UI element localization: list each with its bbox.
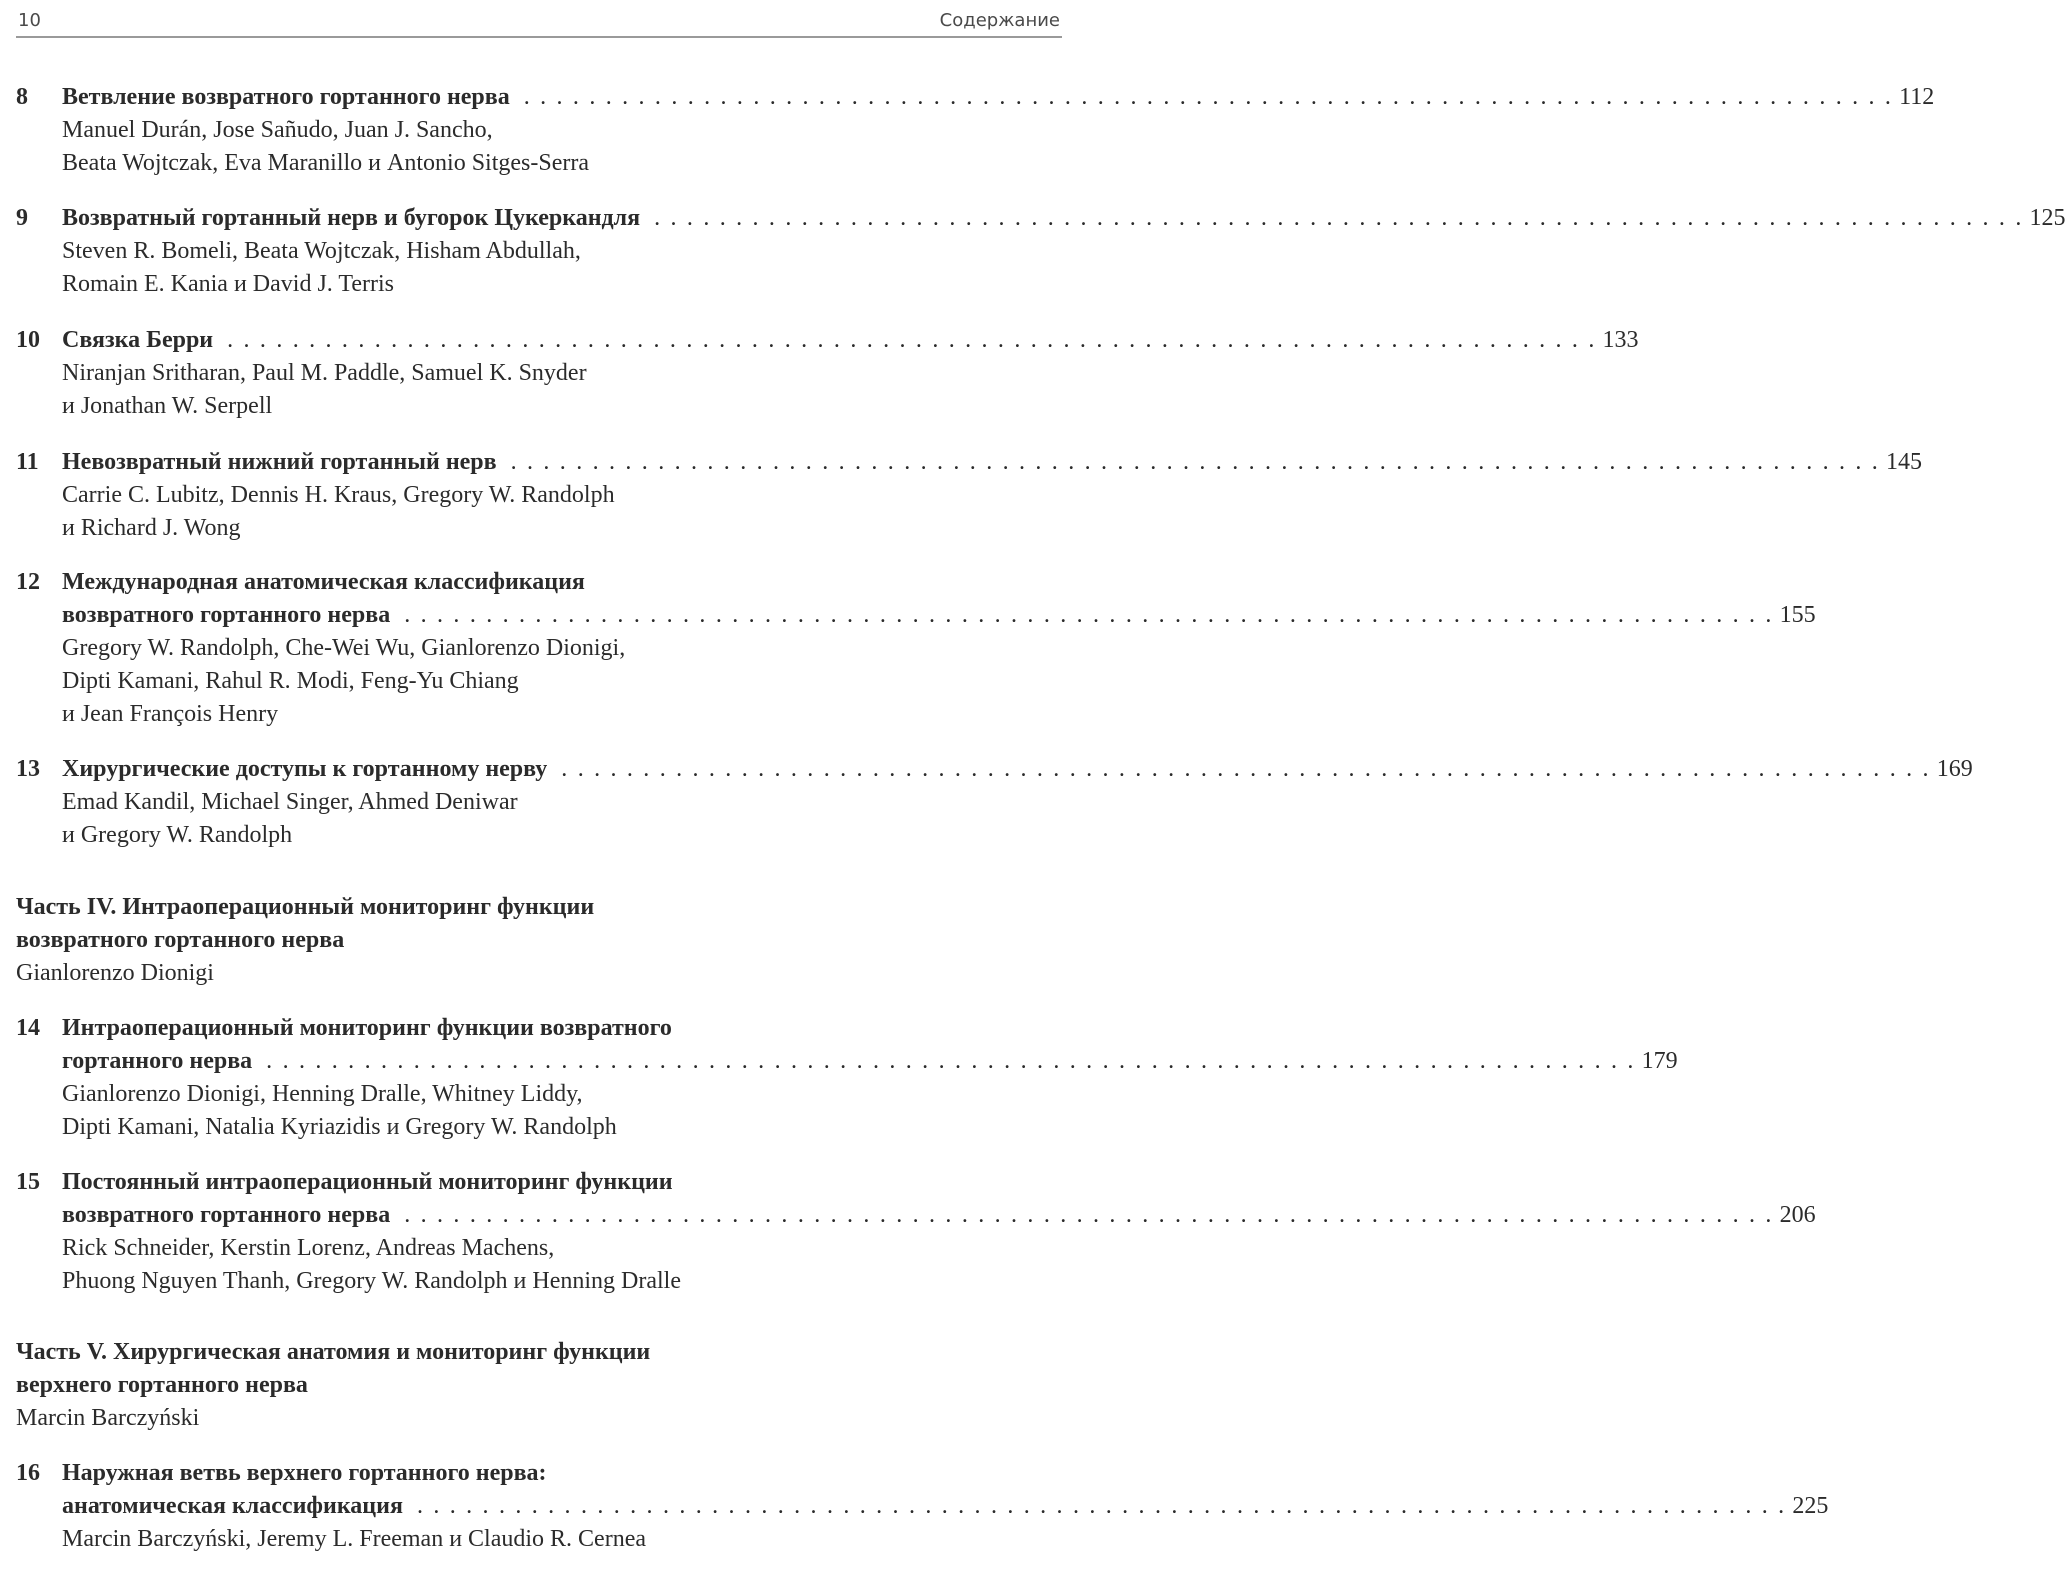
dot-leader: . . . . . . . . . . . . . . . . . . . . . . . . . . . . . . . . . . . . . . . . . . . . . . . . . . . . . . . . . . . . . . . . . . . . . . . . . . . . . . . . . . . .	[266, 1048, 1636, 1074]
chapter-number: 14	[16, 1015, 40, 1041]
part-title: Часть IV. Интраоперационный мониторинг функции	[16, 894, 595, 920]
dot-leader: . . . . . . . . . . . . . . . . . . . . . . . . . . . . . . . . . . . . . . . . . . . . . . . . . . . . . . . . . . . . . . . . . . . . . . . . . . . . . . . . . . . .	[523, 84, 1894, 110]
chapter-number: 10	[16, 327, 40, 353]
chapter-title: Наружная ветвь верхнего гортанного нерва:	[62, 1460, 547, 1486]
chapter-authors: Rick Schneider, Kerstin Lorenz, Andreas Machens,	[62, 1235, 555, 1261]
chapter-authors: Phuong Nguyen Thanh, Gregory W. Randolph и Henning Dralle	[62, 1268, 681, 1294]
chapter-authors: Niranjan Sritharan, Paul M. Paddle, Samuel K. Snyder	[62, 360, 587, 386]
page-ref[interactable]: 179	[1641, 1048, 1678, 1074]
chapter-number: 15	[16, 1169, 40, 1195]
chapter-title: возвратного гортанного нерва	[62, 1202, 391, 1228]
chapter-title-line[interactable]	[62, 202, 2066, 235]
chapter-authors: Manuel Durán, Jose Sañudo, Juan J. Sancho,	[62, 117, 493, 143]
chapter-number: 8	[16, 84, 28, 110]
chapter-title-line[interactable]	[62, 81, 1935, 114]
chapter-title: Возвратный гортанный нерв и бугорок Цукеркандля	[62, 205, 641, 231]
dot-leader: . . . . . . . . . . . . . . . . . . . . . . . . . . . . . . . . . . . . . . . . . . . . . . . . . . . . . . . . . . . . . . . . . . . . . . . . . . . . . . . . . . . .	[404, 602, 1774, 628]
chapter-title: Невозвратный нижний гортанный нерв	[62, 449, 497, 475]
chapter-authors: Romain E. Kania и David J. Terris	[62, 271, 394, 297]
chapter-title: Постоянный интраоперационный мониторинг функции	[62, 1169, 673, 1195]
chapter-title: Ветвление возвратного гортанного нерва	[62, 84, 510, 110]
part-editor: Gianlorenzo Dionigi	[16, 960, 214, 986]
section-title: Содержание	[939, 10, 1060, 31]
chapter-title: Международная анатомическая классификация	[62, 569, 585, 595]
page-ref[interactable]: 155	[1779, 602, 1816, 628]
chapter-authors: и Gregory W. Randolph	[62, 822, 293, 848]
chapter-title: Интраоперационный мониторинг функции возвратного	[62, 1015, 672, 1041]
chapter-title-line[interactable]	[62, 1045, 1678, 1078]
chapter-title-line[interactable]	[62, 1457, 832, 1490]
chapter-title-line[interactable]	[62, 566, 832, 599]
page-ref[interactable]: 112	[1899, 84, 1935, 110]
chapter-title: гортанного нерва	[62, 1048, 253, 1074]
page-ref[interactable]: 225	[1792, 1493, 1829, 1519]
chapter-title-line[interactable]	[62, 1012, 832, 1045]
chapter-number: 11	[16, 449, 39, 475]
chapter-title-line[interactable]	[62, 1199, 1816, 1232]
chapter-number: 13	[16, 756, 40, 782]
chapter-number: 12	[16, 569, 40, 595]
dot-leader: . . . . . . . . . . . . . . . . . . . . . . . . . . . . . . . . . . . . . . . . . . . . . . . . . . . . . . . . . . . . . . . . . . . . . . . . . . . . . . . . . . . .	[654, 205, 2024, 231]
dot-leader: . . . . . . . . . . . . . . . . . . . . . . . . . . . . . . . . . . . . . . . . . . . . . . . . . . . . . . . . . . . . . . . . . . . . . . . . . . . . . . . . . . . .	[227, 327, 1597, 353]
chapter-authors: Marcin Barczyński, Jeremy L. Freeman и Claudio R. Cernea	[62, 1526, 647, 1552]
chapter-number: 9	[16, 205, 28, 231]
dot-leader: . . . . . . . . . . . . . . . . . . . . . . . . . . . . . . . . . . . . . . . . . . . . . . . . . . . . . . . . . . . . . . . . . . . . . . . . . . . . . . . . . . . .	[510, 449, 1881, 475]
chapter-title-line[interactable]	[62, 1166, 832, 1199]
part-title: верхнего гортанного нерва	[16, 1372, 308, 1398]
running-head	[16, 6, 1062, 38]
chapter-authors: Gregory W. Randolph, Che-Wei Wu, Gianlorenzo Dionigi,	[62, 635, 626, 661]
chapter-authors: Dipti Kamani, Natalia Kyriazidis и Gregory W. Randolph	[62, 1114, 617, 1140]
chapter-authors: Carrie C. Lubitz, Dennis H. Kraus, Gregory W. Randolph	[62, 482, 615, 508]
dot-leader: . . . . . . . . . . . . . . . . . . . . . . . . . . . . . . . . . . . . . . . . . . . . . . . . . . . . . . . . . . . . . . . . . . . . . . . . . . . . . . . . . . . .	[416, 1493, 1787, 1519]
chapter-authors: и Richard J. Wong	[62, 515, 241, 541]
chapter-number: 16	[16, 1460, 40, 1486]
chapter-title-line[interactable]	[62, 446, 1923, 479]
chapter-title-line[interactable]	[62, 1490, 1829, 1523]
page-number: 10	[18, 10, 41, 31]
page-ref[interactable]: 145	[1886, 449, 1923, 475]
dot-leader: . . . . . . . . . . . . . . . . . . . . . . . . . . . . . . . . . . . . . . . . . . . . . . . . . . . . . . . . . . . . . . . . . . . . . . . . . . . . . . . . . . . .	[561, 756, 1931, 782]
chapter-title: Хирургические доступы к гортанному нерву	[62, 756, 548, 782]
chapter-authors: и Jean François Henry	[62, 701, 279, 727]
chapter-title-line[interactable]	[62, 753, 1973, 786]
chapter-authors: Gianlorenzo Dionigi, Henning Dralle, Whitney Liddy,	[62, 1081, 583, 1107]
page-ref[interactable]: 206	[1779, 1202, 1816, 1228]
chapter-authors: Steven R. Bomeli, Beata Wojtczak, Hisham Abdullah,	[62, 238, 581, 264]
part-title: возвратного гортанного нерва	[16, 927, 345, 953]
dot-leader: . . . . . . . . . . . . . . . . . . . . . . . . . . . . . . . . . . . . . . . . . . . . . . . . . . . . . . . . . . . . . . . . . . . . . . . . . . . . . . . . . . . .	[404, 1202, 1774, 1228]
page-ref[interactable]: 169	[1936, 756, 1973, 782]
chapter-title: анатомическая классификация	[62, 1493, 403, 1519]
page-ref[interactable]: 125	[2029, 205, 2066, 231]
chapter-authors: и Jonathan W. Serpell	[62, 393, 273, 419]
chapter-title: возвратного гортанного нерва	[62, 602, 391, 628]
chapter-authors: Emad Kandil, Michael Singer, Ahmed Deniwar	[62, 789, 518, 815]
part-title: Часть V. Хирургическая анатомия и мониторинг функции	[16, 1339, 651, 1365]
page-ref[interactable]: 133	[1602, 327, 1639, 353]
part-editor: Marcin Barczyński	[16, 1405, 200, 1431]
chapter-authors: Dipti Kamani, Rahul R. Modi, Feng-Yu Chiang	[62, 668, 519, 694]
chapter-title: Связка Берри	[62, 327, 214, 353]
chapter-title-line[interactable]	[62, 324, 1639, 357]
chapter-authors: Beata Wojtczak, Eva Maranillo и Antonio Sitges-Serra	[62, 150, 589, 176]
chapter-title-line[interactable]	[62, 599, 1816, 632]
